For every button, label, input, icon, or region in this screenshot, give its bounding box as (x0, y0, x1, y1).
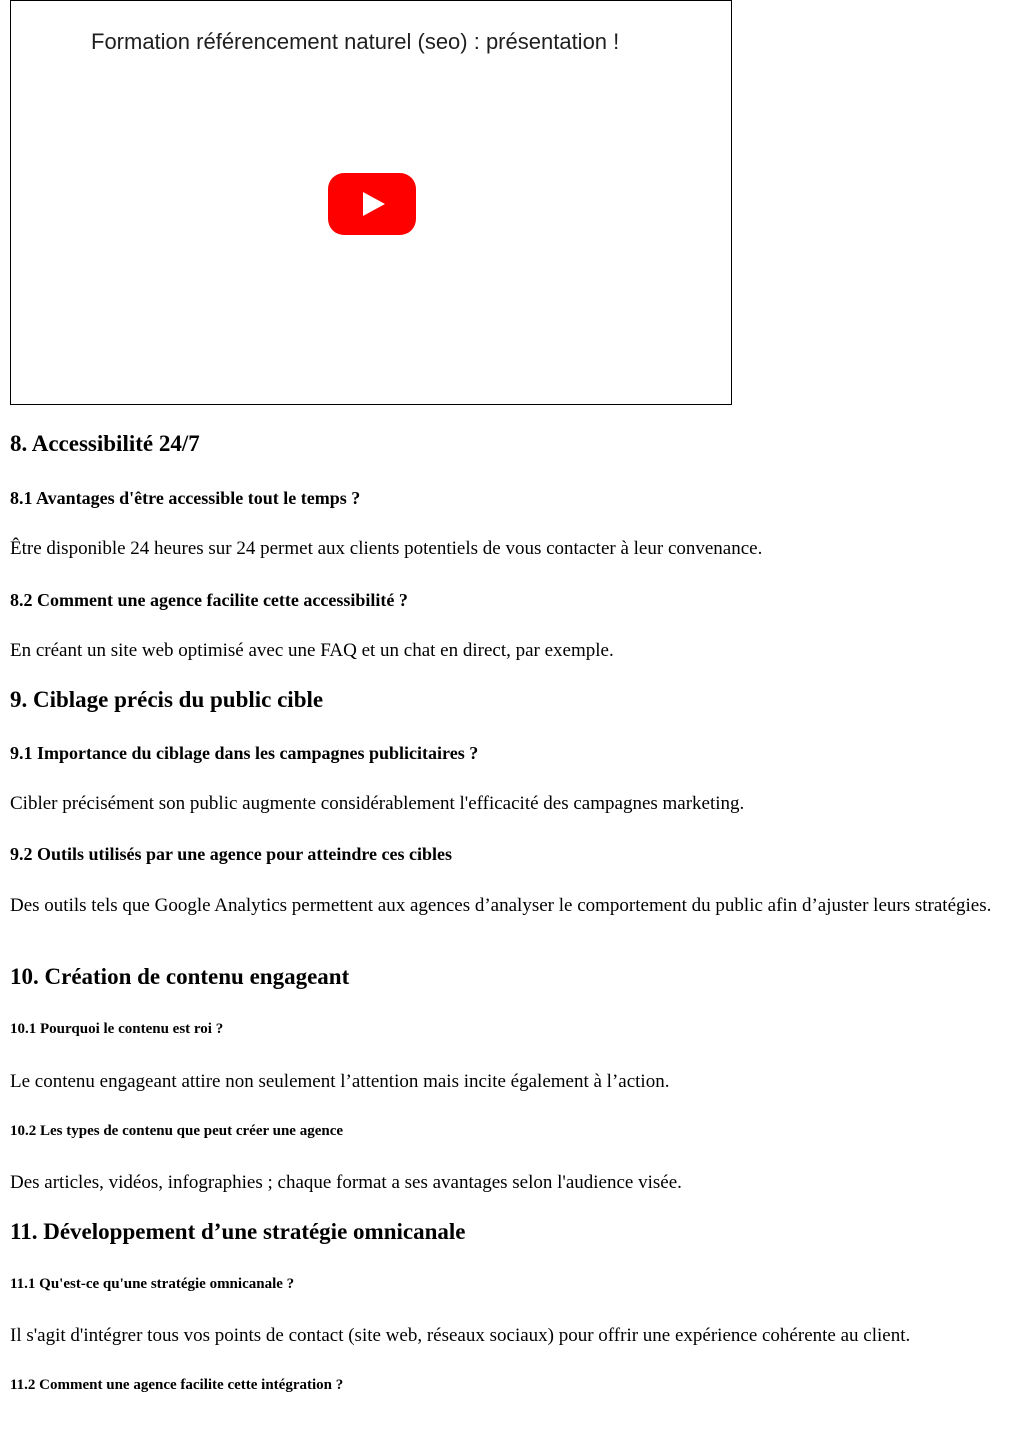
answer-8-1: Être disponible 24 heures sur 24 permet aux clients potentiels de vous contacter à leur convenance. (10, 538, 763, 559)
question-10-1: 10.1 Pourquoi le contenu est roi ? (10, 1021, 224, 1037)
answer-8-2: En créant un site web optimisé avec une FAQ et un chat en direct, par exemple. (10, 640, 614, 661)
section-heading-content: 10. Création de contenu engageant (10, 964, 350, 989)
answer-10-2: Des articles, vidéos, infographies ; chaque format a ses avantages selon l'audience visée. (10, 1172, 682, 1193)
question-9-2: 9.2 Outils utilisés par une agence pour atteindre ces cibles (10, 844, 453, 864)
question-8-2: 8.2 Comment une agence facilite cette accessibilité ? (10, 590, 408, 610)
answer-11-1: Il s'agit d'intégrer tous vos points de contact (site web, réseaux sociaux) pour offrir une expérience cohérente au client. (10, 1325, 911, 1346)
section-heading-accessibility: 8. Accessibilité 24/7 (10, 431, 200, 456)
question-8-1: 8.1 Avantages d'être accessible tout le temps ? (10, 488, 361, 508)
question-11-2: 11.2 Comment une agence facilite cette intégration ? (10, 1377, 344, 1393)
youtube-play-icon[interactable] (328, 173, 416, 235)
section-heading-omnichannel: 11. Développement d’une stratégie omnicanale (10, 1219, 466, 1244)
answer-10-1: Le contenu engageant attire non seulement l’attention mais incite également à l’action. (10, 1071, 670, 1092)
answer-9-2: Des outils tels que Google Analytics permettent aux agences d’analyser le comportement du public afin d’ajuster leurs stratégies. (10, 895, 992, 916)
question-11-1: 11.1 Qu'est-ce qu'une stratégie omnicanale ? (10, 1276, 295, 1292)
section-heading-targeting: 9. Ciblage précis du public cible (10, 687, 324, 712)
question-10-2: 10.2 Les types de contenu que peut créer une agence (10, 1123, 344, 1139)
youtube-embed[interactable] (10, 0, 732, 405)
question-9-1: 9.1 Importance du ciblage dans les campagnes publicitaires ? (10, 743, 479, 763)
video-title[interactable]: Formation référencement naturel (seo) : présentation ! (91, 29, 620, 54)
answer-9-1: Cibler précisément son public augmente considérablement l'efficacité des campagnes marketing. (10, 793, 745, 814)
